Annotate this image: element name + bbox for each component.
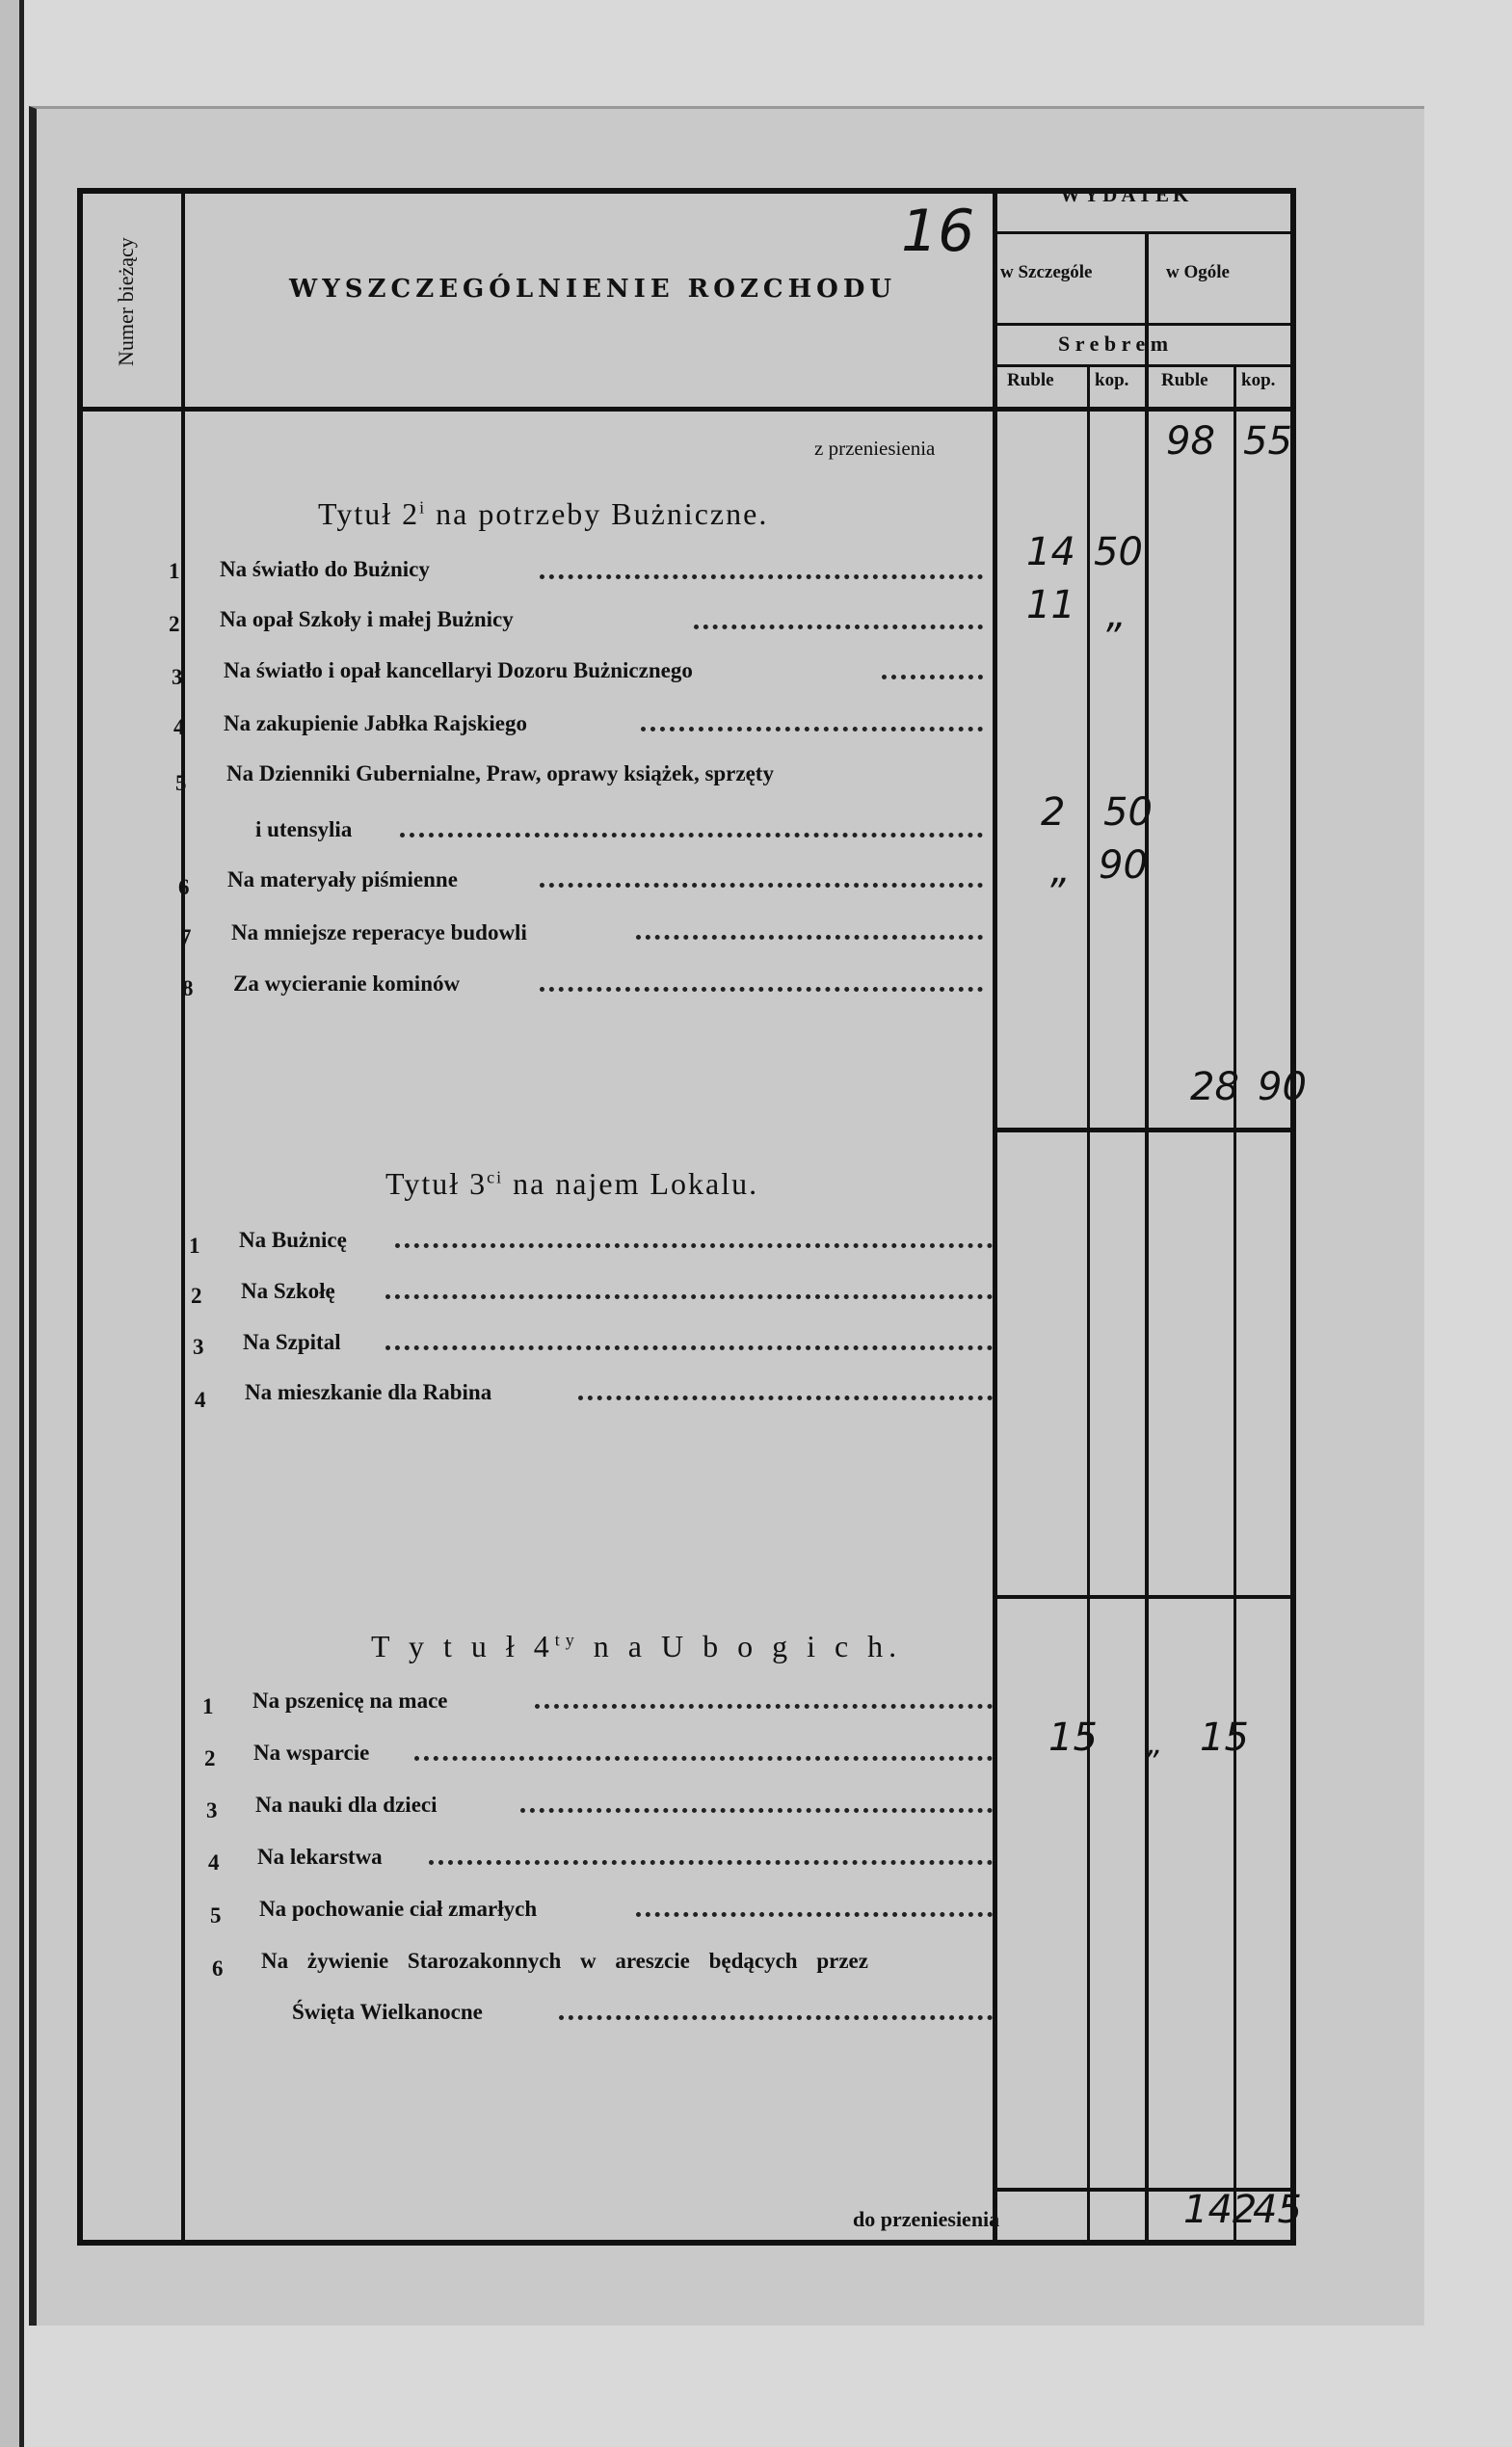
- row-text: Na materyały piśmienne: [227, 867, 458, 891]
- row-number: 2: [169, 612, 180, 636]
- row-number: 4: [173, 715, 185, 739]
- adjacent-page-edge: [0, 0, 24, 2447]
- row-number: 5: [175, 771, 187, 795]
- leader-dots: [540, 883, 983, 888]
- header-bottom-rule: [77, 407, 1296, 412]
- row-number: 2: [204, 1746, 216, 1770]
- leader-dots: [540, 574, 983, 579]
- section2-total-rule: [993, 1128, 1296, 1132]
- row-text: Na opał Szkoły i małej Bużnicy: [220, 607, 514, 631]
- leader-dots: [636, 1912, 993, 1917]
- leader-dots: [641, 727, 983, 731]
- column-divider-total: [1145, 231, 1149, 2246]
- leader-dots: [414, 1756, 993, 1761]
- section2-total-kopecks: 90: [1258, 1065, 1307, 1109]
- carry-out-rubles: 142: [1183, 2188, 1258, 2232]
- row-kopecks: 50: [1103, 790, 1153, 835]
- column-divider-expense: [993, 188, 997, 2246]
- row-text: Na Bużnicę: [239, 1228, 347, 1252]
- leader-dots: [395, 1243, 993, 1248]
- row-number: 3: [193, 1335, 204, 1359]
- leader-dots: [540, 987, 983, 992]
- column-divider-total-kop: [1233, 366, 1236, 2246]
- header-rule-1: [993, 231, 1296, 234]
- row-number: 2: [191, 1284, 202, 1308]
- row-number: 4: [208, 1850, 220, 1875]
- row-number: 5: [210, 1903, 222, 1928]
- row-text: Na mieszkanie dla Rabina: [245, 1380, 492, 1404]
- row-text: Na Szkołę: [241, 1279, 335, 1303]
- page-number: 16: [901, 198, 975, 265]
- row-number: 3: [206, 1798, 218, 1822]
- row-text: Na światło i opał kancellaryi Dozoru Bużnicznego: [224, 658, 693, 682]
- section2-title: Tytuł 2$^i$ na potrzeby Bużniczne.: [318, 496, 769, 531]
- row-number: 6: [178, 875, 190, 899]
- row-number: 3: [172, 665, 183, 689]
- row-text: Na mniejsze reperacye budowli: [231, 920, 527, 944]
- row-text: Na Szpital: [243, 1330, 341, 1354]
- row-number: 1: [202, 1694, 214, 1718]
- row-number: 8: [182, 976, 194, 1000]
- leader-dots: [636, 935, 983, 940]
- leader-dots: [400, 833, 983, 838]
- carry-in-rubles: 98: [1166, 419, 1215, 464]
- row-text-continued: i utensylia: [255, 817, 353, 841]
- row-number: 4: [195, 1388, 206, 1412]
- row-text: Na wsparcie: [253, 1741, 370, 1765]
- row-total-rubles: 15: [1200, 1716, 1249, 1760]
- row-text: Na nauki dla dzieci: [255, 1793, 438, 1817]
- row-kopecks: 50: [1094, 530, 1143, 574]
- row-text: Na światło do Bużnicy: [220, 557, 430, 581]
- row-kopecks: 90: [1099, 843, 1148, 888]
- leader-dots: [694, 625, 983, 629]
- column-number-header: Numer bieżący: [114, 237, 138, 366]
- carry-out-label: do przeniesienia: [853, 2207, 1000, 2231]
- header-rule-3: [993, 364, 1296, 367]
- row-rubles: 14: [1026, 530, 1075, 574]
- kopecks-total-header: kop.: [1241, 370, 1276, 390]
- row-text: Na żywienie Starozakonnych w areszcie będących przez: [261, 1949, 868, 1973]
- rubles-total-header: Ruble: [1161, 370, 1208, 390]
- column-divider-detail-kop: [1087, 366, 1090, 2246]
- row-number: 1: [189, 1234, 200, 1258]
- carry-out-kopecks: 45: [1253, 2188, 1302, 2232]
- row-number: 6: [212, 1956, 224, 1981]
- section2-total-rubles: 28: [1190, 1065, 1239, 1109]
- kopecks-detail-header: kop.: [1095, 370, 1129, 390]
- section3-end-rule: [993, 1595, 1296, 1599]
- row-rubles: 11: [1026, 583, 1075, 627]
- column-description-header: WYSZCZEGÓLNIENIE ROZCHODU: [289, 275, 897, 304]
- row-text: Na pochowanie ciał zmarłych: [259, 1897, 538, 1921]
- header-rule-2: [993, 323, 1296, 326]
- row-kopecks: „: [1106, 593, 1127, 637]
- row-rubles: 15: [1048, 1716, 1098, 1760]
- column-divider-number: [181, 188, 185, 2246]
- currency-header: S r e b r e m: [1058, 332, 1169, 356]
- row-kopecks: „: [1147, 1725, 1163, 1762]
- row-rubles: „: [1050, 848, 1071, 892]
- row-text-continued: Święta Wielkanocne: [292, 2000, 483, 2024]
- row-rubles: 2: [1041, 790, 1066, 835]
- leader-dots: [385, 1294, 993, 1299]
- row-text: Na Dzienniki Gubernialne, Praw, oprawy książek, sprzęty: [226, 761, 774, 785]
- leader-dots: [429, 1860, 993, 1865]
- in-total-header: w Ogóle: [1166, 262, 1230, 282]
- leader-dots: [535, 1704, 993, 1709]
- row-text: Na lekarstwa: [257, 1845, 383, 1869]
- row-text: Za wycieranie kominów: [233, 971, 461, 996]
- row-text: Na zakupienie Jabłka Rajskiego: [224, 711, 528, 735]
- section3-title: Tytuł $3^{ci}$ na najem Lokalu.: [385, 1166, 759, 1201]
- section4-title: T y t u ł $4^{ty}$ n a U b o g i c h.: [371, 1629, 903, 1663]
- in-detail-header: w Szczególe: [1000, 262, 1093, 282]
- leader-dots: [520, 1808, 993, 1813]
- row-number: 7: [180, 925, 192, 949]
- row-text: Na pszenicę na mace: [252, 1689, 448, 1713]
- rubles-detail-header: Ruble: [1007, 370, 1054, 390]
- expense-header: WYDATEK: [1060, 183, 1193, 206]
- leader-dots: [559, 2015, 993, 2020]
- leader-dots: [578, 1396, 993, 1400]
- carry-in-kopecks: 55: [1243, 419, 1292, 464]
- row-number: 1: [169, 559, 180, 583]
- leader-dots: [882, 675, 983, 679]
- leader-dots: [385, 1345, 993, 1350]
- carry-in-label: z przeniesienia: [814, 437, 936, 460]
